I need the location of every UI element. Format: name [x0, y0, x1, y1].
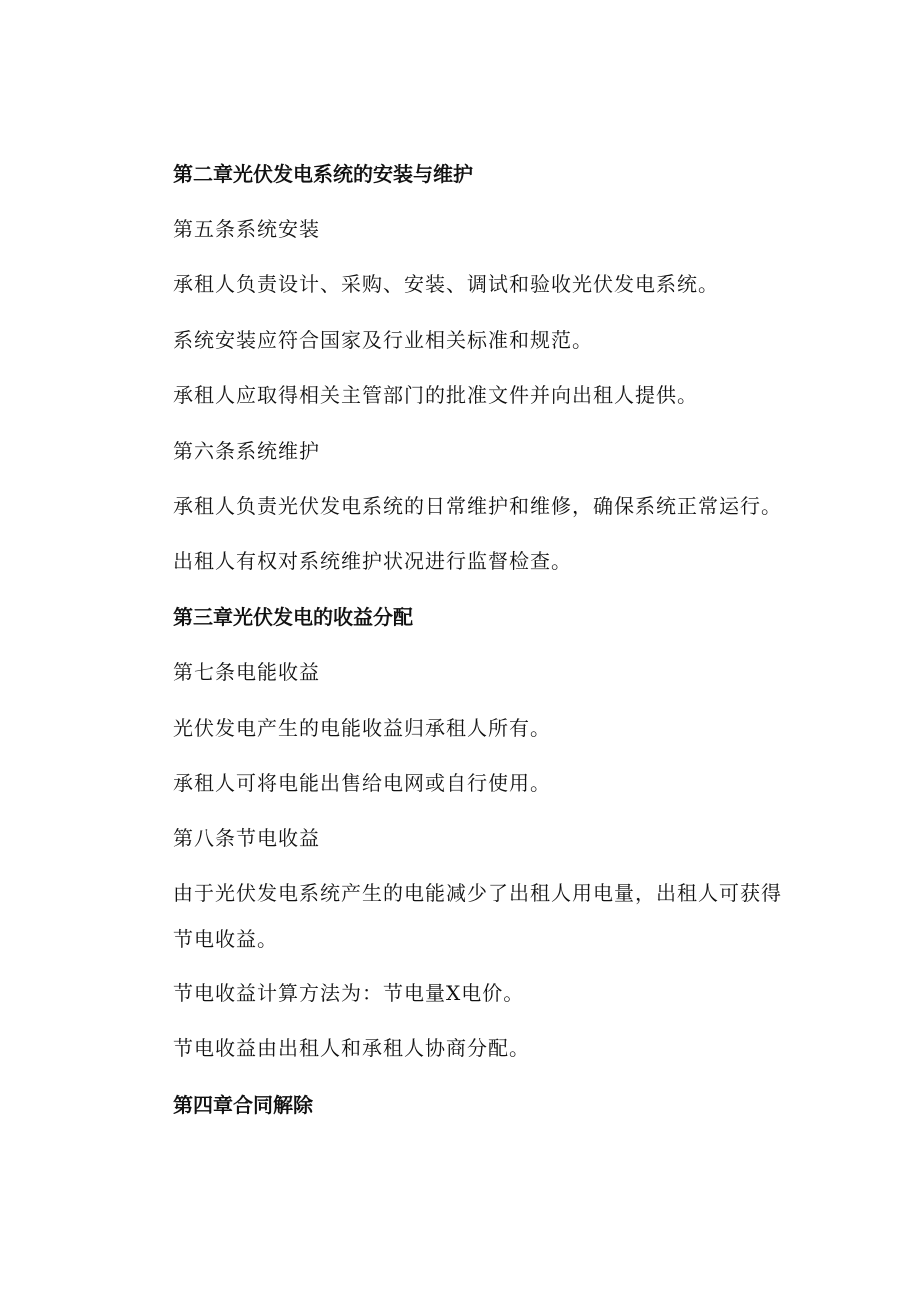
article-item: 系统安装应符合国家及行业相关标准和规范。 [173, 328, 593, 352]
article-item: 承租人可将电能出售给电网或自行使用。 [173, 771, 551, 795]
article-item: 承租人应取得相关主管部门的批准文件并向出租人提供。 [173, 383, 698, 407]
article-item: 承租人负责光伏发电系统的日常维护和维修，确保系统正常运行。 [173, 494, 782, 518]
chapter-title: 第四章合同解除 [173, 1093, 313, 1117]
article-title: 第八条节电收益 [173, 826, 320, 850]
chapter-title: 第三章光伏发电的收益分配 [173, 605, 413, 629]
article-item: 节电收益计算方法为：节电量X电价。 [173, 981, 525, 1005]
article-item: 由于光伏发电系统产生的电能减少了出租人用电量，出租人可获得节电收益。 [173, 881, 782, 951]
article-item: 出租人有权对系统维护状况进行监督检查。 [173, 549, 572, 573]
article-title: 第六条系统维护 [173, 439, 320, 463]
article-item: 节电收益由出租人和承租人协商分配。 [173, 1036, 530, 1060]
article-item: 承租人负责设计、采购、安装、调试和验收光伏发电系统。 [173, 272, 719, 296]
chapter-title: 第二章光伏发电系统的安装与维护 [173, 162, 473, 186]
article-title: 第五条系统安装 [173, 217, 320, 241]
article-item: 光伏发电产生的电能收益归承租人所有。 [173, 716, 551, 740]
article-title: 第七条电能收益 [173, 660, 320, 684]
